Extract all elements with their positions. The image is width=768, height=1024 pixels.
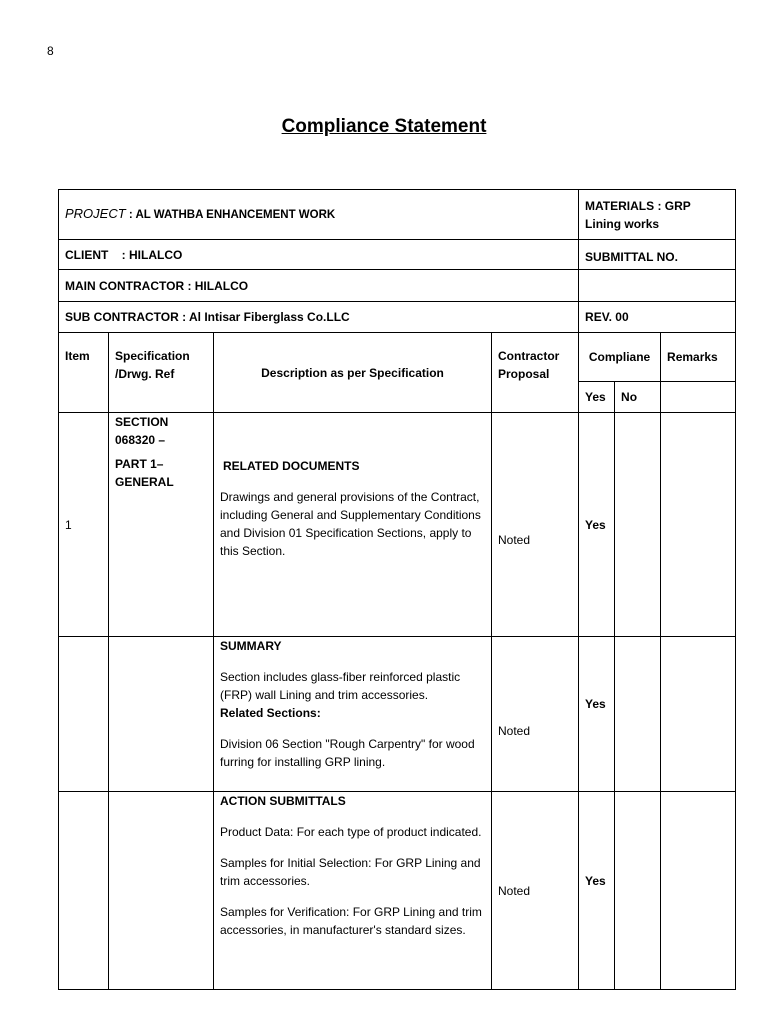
spec-part: PART 1– GENERAL xyxy=(115,457,174,489)
table-row xyxy=(59,637,736,792)
row-spec xyxy=(109,637,214,792)
header-remarks-sub xyxy=(661,382,736,413)
project-label: PROJECT xyxy=(65,206,126,221)
table-row xyxy=(59,413,736,637)
row-yes: Yes xyxy=(579,413,615,637)
client-cell: CLIENT : HILALCO xyxy=(59,240,579,270)
materials-cell: MATERIALS : GRP Lining works xyxy=(579,190,736,240)
submittal-cell: SUBMITTAL NO. xyxy=(579,240,736,270)
row-paragraph: Section includes glass-fiber reinforced plastic (FRP) wall Lining and trim accessories. xyxy=(220,670,461,702)
row-description xyxy=(214,637,492,792)
header-description: Description as per Specification xyxy=(214,333,492,413)
row-proposal: Noted xyxy=(492,792,579,990)
row-proposal: Noted xyxy=(492,637,579,792)
row-paragraph: Drawings and general provisions of the Contract, including General and Supplementary Conditions and Division 01 Specification Sections, apply to this Section. xyxy=(220,490,481,558)
header-yes: Yes xyxy=(579,382,615,413)
row-paragraph: Samples for Verification: For GRP Lining and trim accessories, in manufacturer's standard sizes. xyxy=(220,905,482,937)
spec-section: SECTION 068320 – xyxy=(115,415,169,447)
table-row xyxy=(59,792,736,990)
header-proposal: Contractor Proposal xyxy=(492,333,579,413)
main-contractor-row xyxy=(59,270,736,302)
row-paragraph: Samples for Initial Selection: For GRP Lining and trim accessories. xyxy=(220,856,481,888)
header-remarks: Remarks xyxy=(661,333,736,382)
main-contractor-cell: MAIN CONTRACTOR : HILALCO xyxy=(59,270,579,302)
row-paragraph: Division 06 Section "Rough Carpentry" for wood furring for installing GRP lining. xyxy=(220,737,475,769)
page-number: 8 xyxy=(47,44,54,58)
row-no xyxy=(615,413,661,637)
row-item xyxy=(59,792,109,990)
row-title: ACTION SUBMITTALS xyxy=(220,794,346,808)
row-no xyxy=(615,637,661,792)
header-spec: Specification /Drwg. Ref xyxy=(109,333,214,413)
row-item xyxy=(59,637,109,792)
header-compliance: Compliane xyxy=(579,333,661,382)
row-remarks xyxy=(661,637,736,792)
row-title: RELATED DOCUMENTS xyxy=(223,459,360,473)
row-item: 1 xyxy=(59,413,109,637)
row-spec xyxy=(109,413,214,637)
row-yes: Yes xyxy=(579,637,615,792)
empty-cell xyxy=(579,270,736,302)
sub-contractor-row xyxy=(59,302,736,333)
row-paragraph: Product Data: For each type of product indicated. xyxy=(220,825,482,839)
header-row xyxy=(59,333,736,382)
row-proposal: Noted xyxy=(492,413,579,637)
project-value: : AL WATHBA ENHANCEMENT WORK xyxy=(125,209,336,221)
row-remarks xyxy=(661,792,736,990)
row-description xyxy=(214,413,492,637)
header-no: No xyxy=(615,382,661,413)
row-spec xyxy=(109,792,214,990)
compliance-table xyxy=(58,189,736,990)
row-description xyxy=(214,792,492,990)
row-no xyxy=(615,792,661,990)
row-yes: Yes xyxy=(579,792,615,990)
client-row xyxy=(59,240,736,270)
row-title: SUMMARY xyxy=(220,639,282,653)
document-title: Compliance Statement xyxy=(281,116,487,137)
project-row xyxy=(59,190,736,240)
rev-cell: REV. 00 xyxy=(579,302,736,333)
project-cell xyxy=(59,190,579,240)
sub-contractor-cell: SUB CONTRACTOR : Al Intisar Fiberglass Co.LLC xyxy=(59,302,579,333)
header-item: Item xyxy=(59,333,109,413)
row-subtitle: Related Sections: xyxy=(220,706,321,720)
row-remarks xyxy=(661,413,736,637)
